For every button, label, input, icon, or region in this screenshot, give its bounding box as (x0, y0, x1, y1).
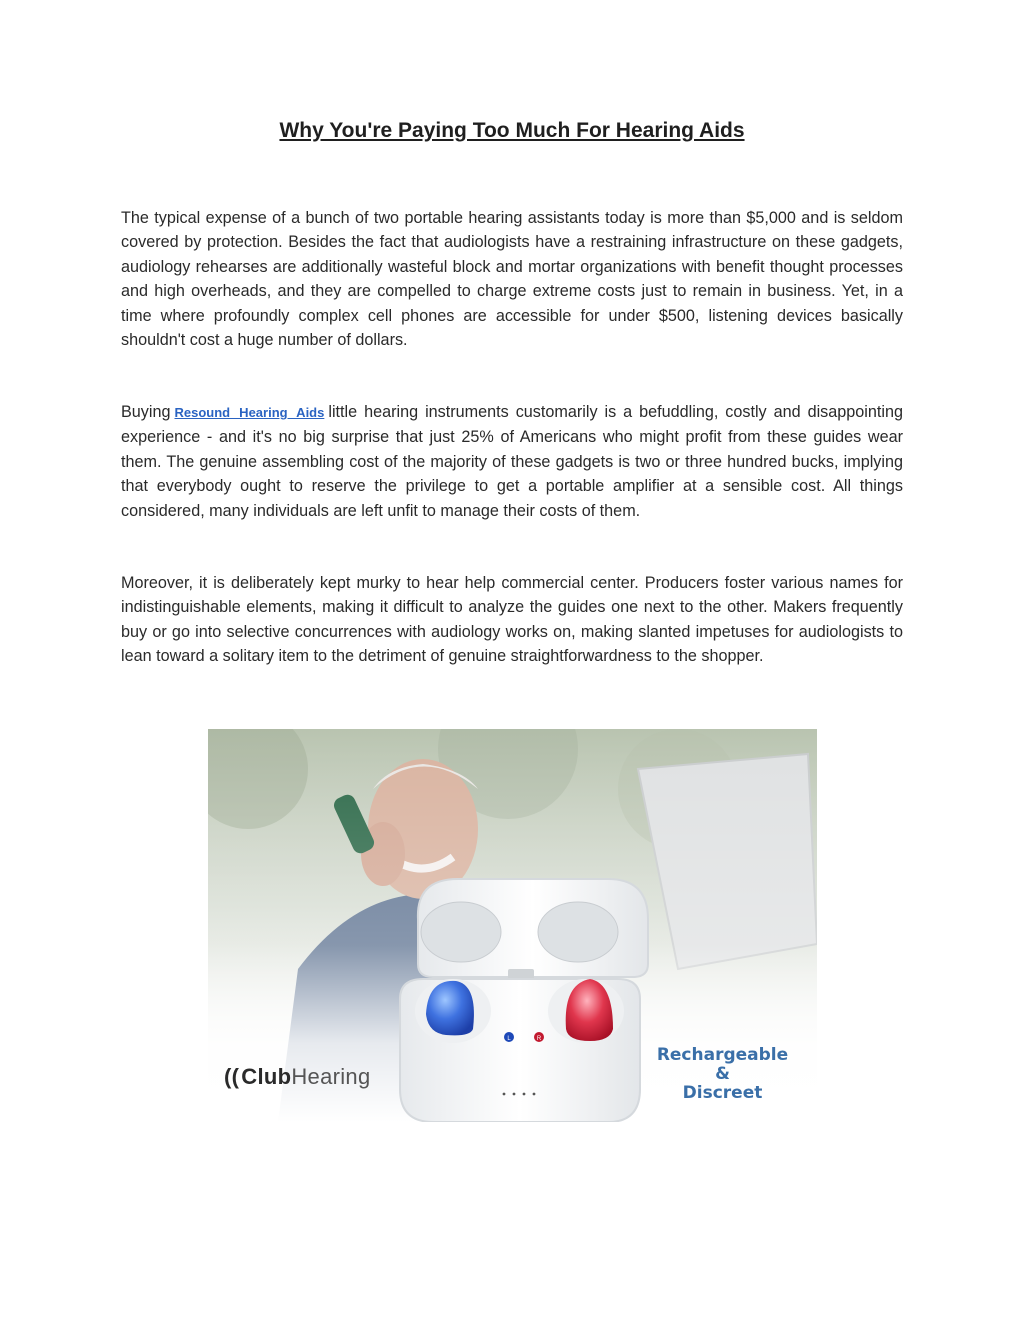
tagline-line-1: Rechargeable (656, 1045, 789, 1065)
tagline-line-3: Discreet (682, 1083, 763, 1103)
paragraph-3: Moreover, it is deliberately kept murky to hear help commercial center. Producers foster various names for indistinguishable elements, making it difficult to analyze the guides one next to the other. Makers frequently buy or go into selective concurrences with audiology works on, making slanted impetuses for audiologists to lean toward a solitary item to the detriment of genuine straightforwardness to the shopper. (121, 574, 903, 666)
left-letter: L (507, 1036, 511, 1042)
paragraph-2-rest: little hearing instruments customarily is a befuddling, costly and disappointing experience - and it's no big surprise that just 25% of Americans who might profit from these guides wear them. The genuine assembling cost of the majority of these gadgets is two or three hundred bucks, implying that everybody ought to reserve the privilege to get a portable amplifier at a sensible cost. All things considered, many individuals are left unfit to manage their costs of them. (121, 403, 903, 520)
logo-mark: (( (224, 1064, 240, 1089)
tagline (640, 1046, 805, 1103)
right-letter: R (536, 1036, 542, 1042)
tagline-line-2: & (715, 1064, 730, 1084)
logo-hearing: Hearing (291, 1064, 371, 1089)
paragraph-2-lead: Buying (121, 403, 171, 421)
resound-hearing-aids-link[interactable]: Resound Hearing Aids (174, 405, 325, 420)
club-hearing-logo (224, 1064, 371, 1090)
logo-club: Club (241, 1064, 292, 1089)
paragraph-2 (121, 400, 903, 523)
page-title: Why You're Paying Too Much For Hearing Aids (279, 119, 745, 142)
paragraph-1: The typical expense of a bunch of two portable hearing assistants today is more than $5,000 and is seldom covered by protection. Besides the fact that audiologists have a restraining infrastructure on these gadgets, audiology rehearses are additionally wasteful block and mortar organizations with benefit thought processes and high overheads, and they are compelled to charge extreme costs just to remain in business. Yet, in a time where profoundly complex cell phones are accessible for under $500, listening devices basically shouldn't cost a huge number of dollars. (121, 209, 903, 350)
